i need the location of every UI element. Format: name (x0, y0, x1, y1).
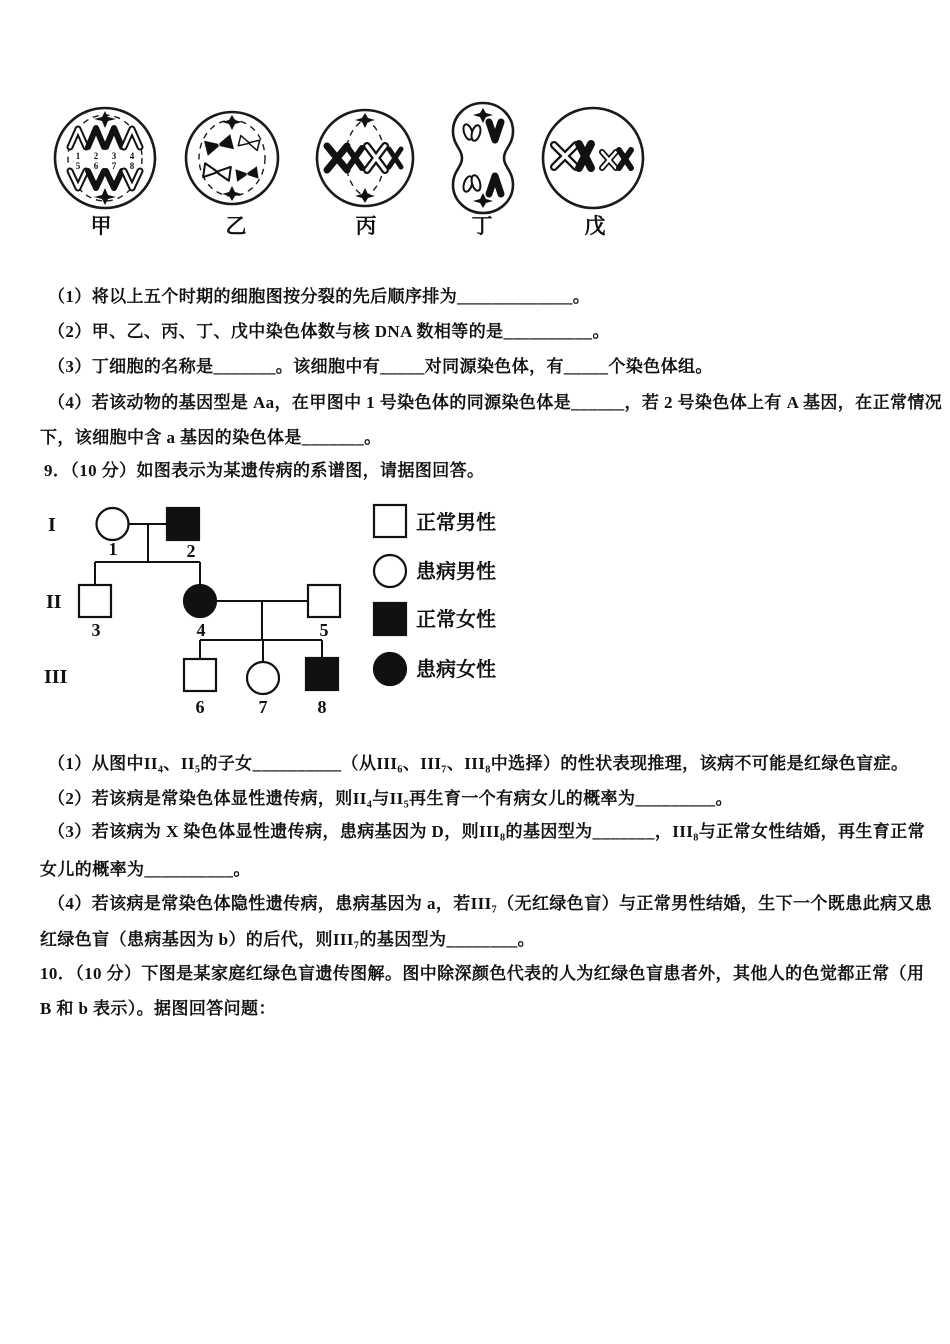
pedigree-individual-4 (184, 585, 216, 617)
individual-number: 5 (319, 620, 329, 640)
pedigree-individual-2 (167, 508, 199, 540)
pedigree-individual-3 (79, 585, 111, 617)
jia-chrom-num: 4 (129, 151, 135, 161)
q9-line-3: （3）若该病为 X 染色体显性遗传病，患病基因为 D，则III₈的基因型为_______，III₈与正常女性结婚，再生育正常 (48, 822, 925, 841)
q9-line-4-cont: 红绿色盲（患病基因为 b）的后代，则III₇的基因型为________。 (40, 930, 536, 949)
cell-wu (543, 108, 643, 208)
legend-circle-outline-icon (374, 555, 406, 587)
q10-intro: 10．（10 分）下图是某家庭红绿色盲遗传图解。图中除深颜色代表的人为红绿色盲患者外，其他人的色觉都正常（用 (40, 964, 925, 983)
cell-yi (186, 112, 278, 204)
generation-label-3: III (44, 666, 68, 688)
jia-chrom-num: 5 (75, 161, 81, 171)
individual-number: 3 (91, 620, 101, 640)
legend-label: 患病女性 (416, 659, 496, 681)
legend-label: 正常男性 (416, 512, 496, 534)
q8-line-3: （3）丁细胞的名称是_______。该细胞中有_____对同源染色体，有_____个染色体组。 (48, 357, 713, 376)
pedigree-individual-1 (97, 508, 129, 540)
q8-line-4: （4）若该动物的基因型是 Aa，在甲图中 1 号染色体的同源染色体是______，若 2 号染色体上有 A 基因，在正常情况 (48, 393, 943, 412)
cell-label-bing: 丙 (355, 214, 377, 238)
jia-chrom-num: 1 (75, 151, 81, 161)
cell-jia (55, 108, 155, 208)
individual-number: 6 (195, 697, 205, 717)
individual-number: 1 (108, 539, 118, 559)
q10-intro-cont: B 和 b 表示）。据图回答问题： (40, 999, 276, 1018)
q9-intro: 9．（10 分）如图表示为某遗传病的系谱图，请据图回答。 (44, 461, 485, 480)
pedigree-individual-7 (247, 662, 279, 694)
q9-line-3-cont: 女儿的概率为__________。 (40, 860, 251, 879)
cell-label-yi: 乙 (225, 214, 247, 238)
legend-square-outline-icon (374, 505, 406, 537)
q9-line-2: （2）若该病是常染色体显性遗传病，则II₄与II₅再生育一个有病女儿的概率为_________。 (48, 789, 733, 808)
q8-line-4-cont: 下，该细胞中含 a 基因的染色体是_______。 (40, 428, 382, 447)
cell-label-wu: 戊 (584, 214, 606, 238)
q9-line-4: （4）若该病是常染色体隐性遗传病，患病基因为 a，若III₇（无红绿色盲）与正常男性结婚，生下一个既患此病又患 (48, 894, 933, 913)
cell-bing (317, 110, 413, 206)
cell-label-ding: 丁 (471, 214, 493, 238)
cell-division-figure (40, 93, 660, 225)
legend-circle-filled-icon (374, 653, 406, 685)
legend-label: 正常女性 (416, 609, 496, 631)
jia-chrom-num: 3 (111, 151, 117, 161)
q8-line-2: （2）甲、乙、丙、丁、戊中染色体数与核 DNA 数相等的是__________。 (48, 322, 610, 341)
generation-label-1: I (48, 514, 56, 536)
q9-line-1: （1）从图中II₄、II₅的子女__________（从III₆、III₇、III₈中选择）的性状表现推理，该病不可能是红绿色盲症。 (48, 754, 909, 773)
pedigree-figure (40, 492, 540, 724)
legend-label: 患病男性 (416, 561, 496, 583)
pedigree-legend (374, 505, 496, 685)
q8-line-1: （1）将以上五个时期的细胞图按分裂的先后顺序排为_____________。 (48, 287, 591, 306)
individual-number: 2 (186, 541, 196, 561)
generation-label-2: II (46, 591, 62, 613)
individual-number: 7 (258, 697, 268, 717)
individual-number: 4 (196, 620, 206, 640)
pedigree-individual-8 (306, 658, 338, 690)
individual-number: 8 (317, 697, 327, 717)
cell-ding (453, 103, 513, 213)
pedigree-individual-5 (308, 585, 340, 617)
jia-chrom-num: 6 (93, 161, 99, 171)
legend-square-filled-icon (374, 603, 406, 635)
pedigree-individual-6 (184, 659, 216, 691)
jia-chrom-num: 2 (93, 151, 99, 161)
cell-label-jia: 甲 (90, 214, 112, 238)
jia-chrom-num: 8 (129, 161, 135, 171)
jia-chrom-num: 7 (111, 161, 117, 171)
